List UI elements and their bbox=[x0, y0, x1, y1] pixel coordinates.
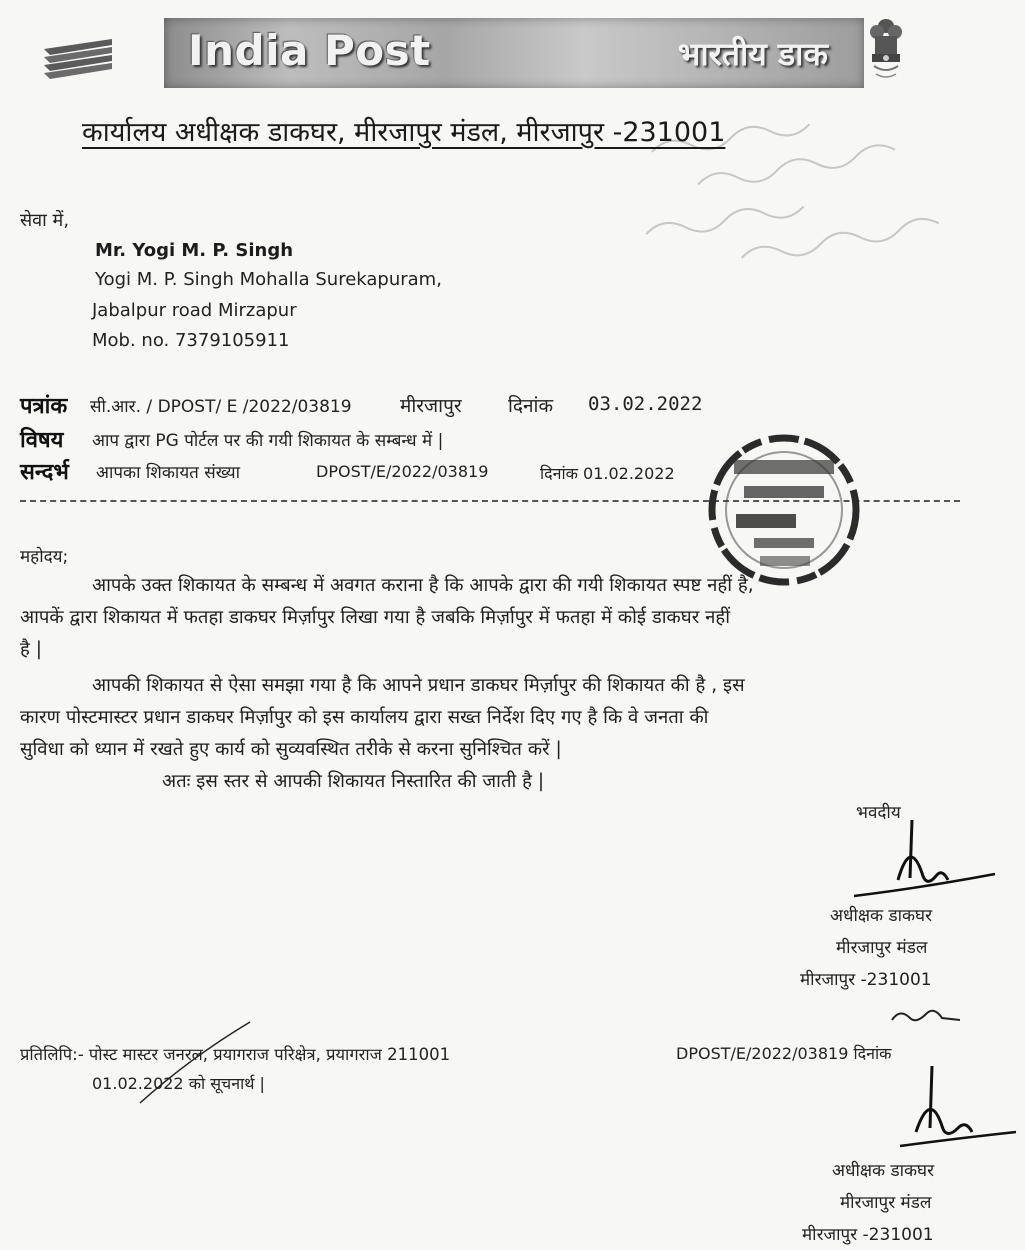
banner-title-hindi: भारतीय डाक bbox=[677, 35, 828, 73]
recipient-name: Mr. Yogi M. P. Singh bbox=[95, 240, 294, 261]
handwritten-signature-2 bbox=[880, 1066, 1020, 1161]
signatory-title-2: अधीक्षक डाकघर bbox=[832, 1161, 935, 1181]
body-p2-line2: कारण पोस्टमास्टर प्रधान डाकघर मिर्ज़ापुर को इस कार्यालय द्वारा सख्त निर्देश दिए गए है कि वे जनता की bbox=[20, 707, 709, 728]
handwritten-initials bbox=[886, 1002, 966, 1032]
ashoka-emblem-icon bbox=[866, 16, 906, 82]
recipient-mobile: Mob. no. 7379105911 bbox=[92, 330, 290, 351]
postal-cancellation-stamp-icon bbox=[694, 430, 874, 590]
handwritten-signature-1 bbox=[850, 818, 1000, 908]
copy-line2: 01.02.2022 को सूचनार्थ | bbox=[92, 1074, 265, 1093]
copy-line1-ref: DPOST/E/2022/03819 दिनांक bbox=[676, 1044, 892, 1063]
signatory-title-1: अधीक्षक डाकघर bbox=[830, 906, 933, 926]
body-p1-line2: आपकें द्वारा शिकायत में फतहा डाकघर मिर्ज़ापुर लिखा गया है जबकि मिर्ज़ापुर में फतहा में कोई डाकघर नहीं bbox=[20, 607, 731, 628]
recipient-address-line2: Jabalpur road Mirzapur bbox=[92, 300, 297, 321]
body-p2-line3: सुविधा को ध्यान में रखते हुए कार्य को सुव्यवस्थित तरीके से करना सुनिश्चित करें | bbox=[20, 739, 562, 760]
pen-strike-mark bbox=[130, 1018, 260, 1108]
body-p2-line1: आपकी शिकायत से ऐसा समझा गया है कि आपने प्रधान डाकघर मिर्ज़ापुर की शिकायत की है , इस bbox=[92, 675, 745, 696]
signatory-division-1: मीरजापुर मंडल bbox=[836, 938, 928, 958]
ref-value: सी.आर. / DPOST/ E /2022/03819 bbox=[90, 397, 352, 417]
ref-place: मीरजापुर bbox=[400, 395, 462, 417]
body-p3: अतः इस स्तर से आपकी शिकायत निस्तारित की जाती है | bbox=[162, 771, 545, 792]
ref-label: पत्रांक bbox=[20, 394, 68, 419]
body-p1-line1: आपके उक्त शिकायत के सम्बन्ध में अवगत कराना है कि आपके द्वारा की गयी शिकायत स्पष्ट नहीं है, bbox=[92, 575, 754, 596]
context-value: आपका शिकायत संख्या bbox=[96, 463, 240, 483]
subject-label: विषय bbox=[20, 428, 64, 453]
subject-value: आप द्वारा PG पोर्टल पर की गयी शिकायत के सम्बन्ध में | bbox=[92, 431, 444, 451]
signatory-division-2: मीरजापुर मंडल bbox=[840, 1193, 932, 1213]
copy-line1: प्रतिलिपि:- पोस्ट मास्टर जनरल, प्रयागराज परिक्षेत्र, प्रयागराज 211001 bbox=[20, 1045, 451, 1064]
context-ref: DPOST/E/2022/03819 bbox=[316, 462, 489, 481]
ref-date-label: दिनांक bbox=[508, 395, 554, 417]
context-date: दिनांक 01.02.2022 bbox=[540, 464, 675, 483]
banner-title-english: India Post bbox=[188, 26, 431, 75]
india-post-banner bbox=[164, 18, 864, 88]
faint-handwritten-notes bbox=[627, 67, 993, 303]
context-label: सन्दर्भ bbox=[20, 460, 69, 485]
signatory-city-2: मीरजापुर -231001 bbox=[802, 1225, 934, 1245]
office-title: कार्यालय अधीक्षक डाकघर, मीरजापुर मंडल, मीरजापुर -231001 bbox=[82, 117, 726, 148]
closing-text: भवदीय bbox=[856, 803, 901, 823]
body-p1-line3: है | bbox=[20, 639, 42, 660]
ref-date-value: 03.02.2022 bbox=[588, 393, 703, 415]
signatory-city-1: मीरजापुर -231001 bbox=[800, 970, 932, 990]
body-salutation: महोदय; bbox=[20, 547, 69, 567]
india-post-wing-logo-icon bbox=[40, 35, 116, 81]
recipient-salutation: सेवा में, bbox=[20, 210, 70, 231]
recipient-address-line1: Yogi M. P. Singh Mohalla Surekapuram, bbox=[95, 269, 442, 290]
